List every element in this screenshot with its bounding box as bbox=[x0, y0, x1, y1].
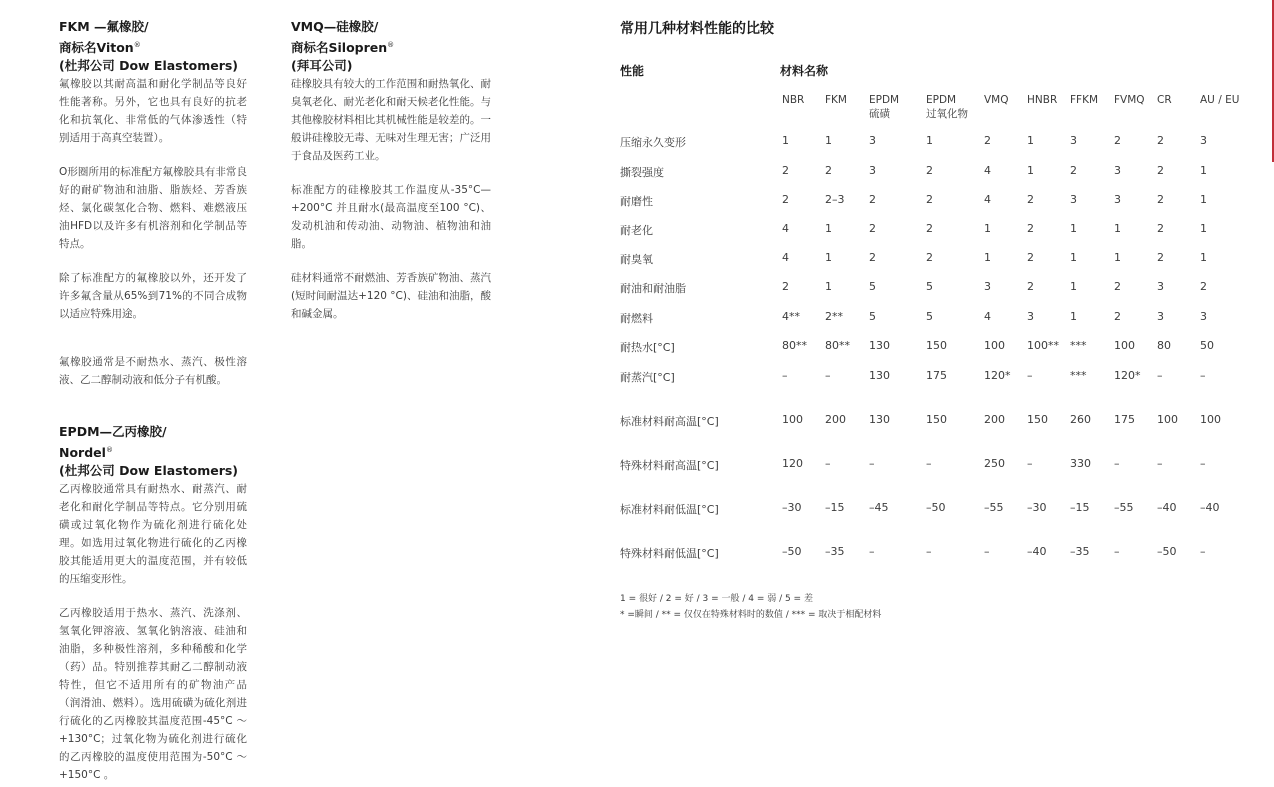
table-cell: – bbox=[869, 545, 875, 558]
table-cell: 1 bbox=[1114, 251, 1121, 264]
row-label: 耐蒸汽[°C] bbox=[620, 371, 675, 384]
vmq-paragraph-2: 标准配方的硅橡胶其工作温度从-35°C—+200°C 并且耐水(最高温度至100 °C)、发动机油和传动油、动物油、植物油和油脂。 bbox=[291, 184, 491, 251]
table-cell: 3 bbox=[869, 164, 876, 177]
table-cell: 1 bbox=[1070, 251, 1077, 264]
table-cell: 50 bbox=[1200, 339, 1214, 352]
table-cell: 5 bbox=[926, 280, 933, 293]
registered-mark: ® bbox=[133, 41, 141, 49]
row-label: 标准材料耐高温[°C] bbox=[620, 415, 719, 428]
column-header bbox=[926, 93, 968, 121]
table-cell: 3 bbox=[1114, 164, 1121, 177]
material-header: 材料名称 bbox=[780, 64, 829, 78]
table-cell: 1 bbox=[984, 222, 991, 235]
table-cell: –30 bbox=[1027, 501, 1047, 514]
table-cell: –50 bbox=[782, 545, 802, 558]
epdm-trade-name: Nordel bbox=[59, 445, 106, 461]
fkm-trade-name: 商标名Viton bbox=[59, 40, 134, 56]
table-cell: 2 bbox=[1027, 251, 1034, 264]
table-cell: 100 bbox=[1200, 413, 1221, 426]
table-cell: 4 bbox=[782, 222, 789, 235]
table-cell: 3 bbox=[984, 280, 991, 293]
table-cell: 2 bbox=[1114, 280, 1121, 293]
table-cell: –30 bbox=[782, 501, 802, 514]
table-cell: – bbox=[1114, 457, 1120, 470]
table-cell: 1 bbox=[1200, 222, 1207, 235]
table-cell: 130 bbox=[869, 339, 890, 352]
table-cell: 80** bbox=[825, 339, 850, 352]
fkm-paragraph-4: 氟橡胶通常是不耐热水、蒸汽、极性溶液、乙二醇制动液和低分子有机酸。 bbox=[59, 356, 247, 387]
table-cell: 2 bbox=[1070, 164, 1077, 177]
table-cell: 2 bbox=[1157, 251, 1164, 264]
vmq-heading-line-3: (拜耳公司) bbox=[291, 58, 353, 74]
table-cell: 1 bbox=[1200, 164, 1207, 177]
table-cell: 5 bbox=[869, 310, 876, 323]
table-cell: 2 bbox=[926, 222, 933, 235]
table-cell: 2 bbox=[1157, 193, 1164, 206]
table-cell: – bbox=[926, 545, 932, 558]
table-cell: 260 bbox=[1070, 413, 1091, 426]
table-cell: 2 bbox=[869, 193, 876, 206]
table-cell: –40 bbox=[1200, 501, 1220, 514]
table-cell: *** bbox=[1070, 369, 1087, 382]
table-cell: 2–3 bbox=[825, 193, 845, 206]
vmq-paragraph-3: 硅材料通常不耐燃油、芳香族矿物油、蒸汽(短时间耐温达+120 °C)、硅油和油脂，酸和碱金属。 bbox=[291, 272, 491, 321]
table-cell: 175 bbox=[926, 369, 947, 382]
column-header-name: EPDM bbox=[926, 94, 957, 106]
table-cell: 3 bbox=[1070, 134, 1077, 147]
column-header-name: FVMQ bbox=[1114, 94, 1145, 106]
comparison-table bbox=[620, 18, 1260, 620]
column-fkm-epdm bbox=[59, 18, 247, 784]
row-label: 耐臭氧 bbox=[620, 253, 653, 266]
table-cell: 1 bbox=[825, 134, 832, 147]
table-cell: 2 bbox=[1157, 164, 1164, 177]
column-header bbox=[1027, 93, 1057, 107]
table-cell: 1 bbox=[1200, 251, 1207, 264]
table-cell: 1 bbox=[926, 134, 933, 147]
table-cell: 3 bbox=[1157, 310, 1164, 323]
table-cell: 150 bbox=[1027, 413, 1048, 426]
table-cell: 150 bbox=[926, 339, 947, 352]
table-title: 常用几种材料性能的比较 bbox=[620, 21, 774, 37]
table-cell: – bbox=[1200, 545, 1206, 558]
epdm-heading-line-1: EPDM—乙丙橡胶/ bbox=[59, 424, 167, 440]
table-cell: 330 bbox=[1070, 457, 1091, 470]
table-cell: – bbox=[1200, 457, 1206, 470]
table-cell: 4 bbox=[984, 164, 991, 177]
table-cell: 1 bbox=[1070, 222, 1077, 235]
table-cell: 2 bbox=[1027, 222, 1034, 235]
table-cell: 100 bbox=[782, 413, 803, 426]
table-cell: 2 bbox=[926, 193, 933, 206]
table-cell: 2 bbox=[1027, 193, 1034, 206]
table-cell: 200 bbox=[984, 413, 1005, 426]
table-cell: 1 bbox=[782, 134, 789, 147]
column-header bbox=[869, 93, 899, 121]
legend-ratings: 1 = 很好 / 2 = 好 / 3 = 一般 / 4 = 弱 / 5 = 差 bbox=[620, 594, 813, 604]
table-cell: 2** bbox=[825, 310, 843, 323]
table-cell: – bbox=[984, 545, 990, 558]
column-header bbox=[1070, 93, 1098, 107]
column-header-name: FKM bbox=[825, 94, 847, 106]
table-cell: 5 bbox=[926, 310, 933, 323]
table-cell: –45 bbox=[869, 501, 889, 514]
table-cell: 100 bbox=[984, 339, 1005, 352]
table-cell: 130 bbox=[869, 413, 890, 426]
row-label: 耐磨性 bbox=[620, 195, 653, 208]
table-cell: –55 bbox=[984, 501, 1004, 514]
table-cell: 5 bbox=[869, 280, 876, 293]
table-cell: 120* bbox=[984, 369, 1011, 382]
column-header-name: CR bbox=[1157, 94, 1172, 106]
row-label: 标准材料耐低温[°C] bbox=[620, 503, 719, 516]
column-header bbox=[984, 93, 1009, 107]
table-cell: 1 bbox=[1114, 222, 1121, 235]
column-header bbox=[825, 93, 847, 107]
epdm-heading bbox=[59, 423, 247, 480]
row-label: 耐热水[°C] bbox=[620, 341, 675, 354]
table-cell: 2 bbox=[782, 280, 789, 293]
fkm-heading-line-2 bbox=[59, 36, 247, 57]
table-cell: 120 bbox=[782, 457, 803, 470]
row-label: 耐燃料 bbox=[620, 312, 653, 325]
column-header-name: FFKM bbox=[1070, 94, 1099, 106]
column-header-subname: 硫磺 bbox=[869, 108, 890, 120]
table-cell: 2 bbox=[1114, 310, 1121, 323]
table-cell: 2 bbox=[1157, 134, 1164, 147]
table-cell: –35 bbox=[825, 545, 845, 558]
table-cell: –40 bbox=[1157, 501, 1177, 514]
column-header-subname: 过氧化物 bbox=[926, 108, 968, 120]
registered-mark: ® bbox=[105, 446, 113, 455]
table-cell: – bbox=[1027, 369, 1033, 382]
table-cell: –55 bbox=[1114, 501, 1134, 514]
table-cell: 3 bbox=[1200, 310, 1207, 323]
table-cell: 100 bbox=[1114, 339, 1135, 352]
table-cell: 2 bbox=[1157, 222, 1164, 235]
table-cell: 80 bbox=[1157, 339, 1171, 352]
table-cell: 1 bbox=[1070, 280, 1077, 293]
column-vmq bbox=[291, 18, 491, 323]
table-cell: – bbox=[926, 457, 932, 470]
table-cell: –15 bbox=[1070, 501, 1090, 514]
table-cell: 3 bbox=[1157, 280, 1164, 293]
column-header-name: VMQ bbox=[984, 94, 1009, 106]
column-header bbox=[1200, 93, 1239, 107]
epdm-paragraph-2: 乙丙橡胶适用于热水、蒸汽、洗涤剂、氢氧化钾溶液、氢氧化钠溶液、硅油和油脂，多种极性溶剂，多种稀酸和化学（药）品。特别推荐其耐乙二醇制动液特性，但它不适用所有的矿物油产品（润滑油、燃料）。选用硫磺为硫化剂进行硫化的乙丙橡胶其温度范围-45°C ～+130°C；过氧化物为硫化剂进行硫化的乙丙橡胶的温度使用范围为-50°C ～+150°C 。 bbox=[59, 607, 247, 782]
column-header bbox=[1114, 93, 1145, 107]
table-cell: 4** bbox=[782, 310, 800, 323]
table-cell: 1 bbox=[1027, 134, 1034, 147]
table-cell: 1 bbox=[825, 251, 832, 264]
table-cell: 100** bbox=[1027, 339, 1059, 352]
table-cell: 2 bbox=[825, 164, 832, 177]
table-cell: 2 bbox=[1114, 134, 1121, 147]
table-cell: 80** bbox=[782, 339, 807, 352]
column-header-name: EPDM bbox=[869, 94, 900, 106]
table-cell: 4 bbox=[782, 251, 789, 264]
table-cell: –35 bbox=[1070, 545, 1090, 558]
table-cell: 4 bbox=[984, 310, 991, 323]
table-cell: –50 bbox=[926, 501, 946, 514]
table-cell: 150 bbox=[926, 413, 947, 426]
table-cell: – bbox=[825, 457, 831, 470]
table-cell: – bbox=[782, 369, 788, 382]
fkm-heading bbox=[59, 18, 247, 75]
table-cell: 1 bbox=[1027, 164, 1034, 177]
table-cell: 2 bbox=[926, 251, 933, 264]
row-label: 耐老化 bbox=[620, 224, 653, 237]
fkm-paragraph-1: 氟橡胶以其耐高温和耐化学制品等良好性能著称。另外，它也具有良好的抗老化和抗氧化、非常低的气体渗透性（特别适用于高真空装置）。 bbox=[59, 78, 247, 145]
column-header-name: AU / EU bbox=[1200, 94, 1240, 106]
row-label: 耐油和耐油脂 bbox=[620, 282, 686, 295]
table-cell: 3 bbox=[869, 134, 876, 147]
fkm-heading-line-3: (杜邦公司 Dow Elastomers) bbox=[59, 58, 239, 74]
table-cell: 3 bbox=[1114, 193, 1121, 206]
row-label: 撕裂强度 bbox=[620, 166, 664, 179]
table-cell: 200 bbox=[825, 413, 846, 426]
fkm-paragraph-2: O形圈所用的标准配方氟橡胶具有非常良好的耐矿物油和油脂、脂族烃、芳香族烃、氯化碳氢化合物、燃料、难燃液压油HFD以及许多有机溶剂和化学制品等特点。 bbox=[59, 166, 247, 251]
table-cell: 1 bbox=[984, 251, 991, 264]
fkm-paragraph-3: 除了标准配方的氟橡胶以外，还开发了许多氟含量从65%到71%的不同合成物以适应特殊用途。 bbox=[59, 272, 247, 321]
table-cell: 1 bbox=[1070, 310, 1077, 323]
column-header-name: HNBR bbox=[1027, 94, 1058, 106]
property-header: 性能 bbox=[620, 64, 645, 78]
table-cell: 2 bbox=[869, 222, 876, 235]
table-cell: 2 bbox=[869, 251, 876, 264]
table-cell: 2 bbox=[1027, 280, 1034, 293]
table-cell: 1 bbox=[1200, 193, 1207, 206]
table-cell: – bbox=[1157, 457, 1163, 470]
table-cell: 2 bbox=[782, 193, 789, 206]
row-label: 特殊材料耐低温[°C] bbox=[620, 547, 719, 560]
vmq-heading-line-1: VMQ—硅橡胶/ bbox=[291, 19, 379, 34]
table-cell: *** bbox=[1070, 339, 1087, 352]
table-cell: 2 bbox=[782, 164, 789, 177]
legend-footnotes: * =瞬间 / ** = 仅仅在特殊材料时的数值 / *** = 取决于相配材料 bbox=[620, 610, 882, 620]
table-cell: 3 bbox=[1027, 310, 1034, 323]
table-cell: –15 bbox=[825, 501, 845, 514]
table-cell: –40 bbox=[1027, 545, 1047, 558]
table-cell: 175 bbox=[1114, 413, 1135, 426]
table-cell: 1 bbox=[825, 280, 832, 293]
column-header bbox=[782, 93, 804, 107]
table-cell: 2 bbox=[984, 134, 991, 147]
table-cell: – bbox=[869, 457, 875, 470]
table-cell: – bbox=[1157, 369, 1163, 382]
table-cell: 3 bbox=[1070, 193, 1077, 206]
vmq-heading-line-2 bbox=[291, 36, 491, 57]
table-cell: 2 bbox=[926, 164, 933, 177]
row-label: 压缩永久变形 bbox=[620, 136, 686, 149]
vmq-heading bbox=[291, 18, 491, 75]
table-cell: 130 bbox=[869, 369, 890, 382]
epdm-heading-line-3: (杜邦公司 Dow Elastomers) bbox=[59, 463, 239, 479]
epdm-heading-line-2 bbox=[59, 441, 247, 462]
table-cell: 120* bbox=[1114, 369, 1141, 382]
vmq-trade-name: 商标名Silopren bbox=[291, 40, 388, 56]
column-header-name: NBR bbox=[782, 94, 805, 106]
table-cell: – bbox=[825, 369, 831, 382]
table-cell: 1 bbox=[825, 222, 832, 235]
table-cell: 2 bbox=[1200, 280, 1207, 293]
vmq-paragraph-1: 硅橡胶具有较大的工作范围和耐热氧化、耐臭氧老化、耐光老化和耐天候老化性能。与其他橡胶材料相比其机械性能是较差的。一般讲硅橡胶无毒、无味对生理无害；广泛用于食品及医药工业。 bbox=[291, 78, 491, 163]
table-cell: 100 bbox=[1157, 413, 1178, 426]
epdm-paragraph-1: 乙丙橡胶通常具有耐热水、耐蒸汽、耐老化和耐化学制品等特点。它分别用硫磺或过氧化物作为硫化剂进行硫化处理。如选用过氧化物进行硫化的乙丙橡胶其能适用更大的温度范围，并有较低的压缩变形性。 bbox=[59, 483, 247, 586]
table-cell: 250 bbox=[984, 457, 1005, 470]
column-header bbox=[1157, 93, 1172, 107]
fkm-heading-line-1: FKM —氟橡胶/ bbox=[59, 19, 149, 34]
table-cell: – bbox=[1200, 369, 1206, 382]
table-cell: 4 bbox=[984, 193, 991, 206]
table-cell: 3 bbox=[1200, 134, 1207, 147]
table-cell: – bbox=[1027, 457, 1033, 470]
registered-mark: ® bbox=[387, 41, 395, 49]
row-label: 特殊材料耐高温[°C] bbox=[620, 459, 719, 472]
table-cell: –50 bbox=[1157, 545, 1177, 558]
table-cell: – bbox=[1114, 545, 1120, 558]
